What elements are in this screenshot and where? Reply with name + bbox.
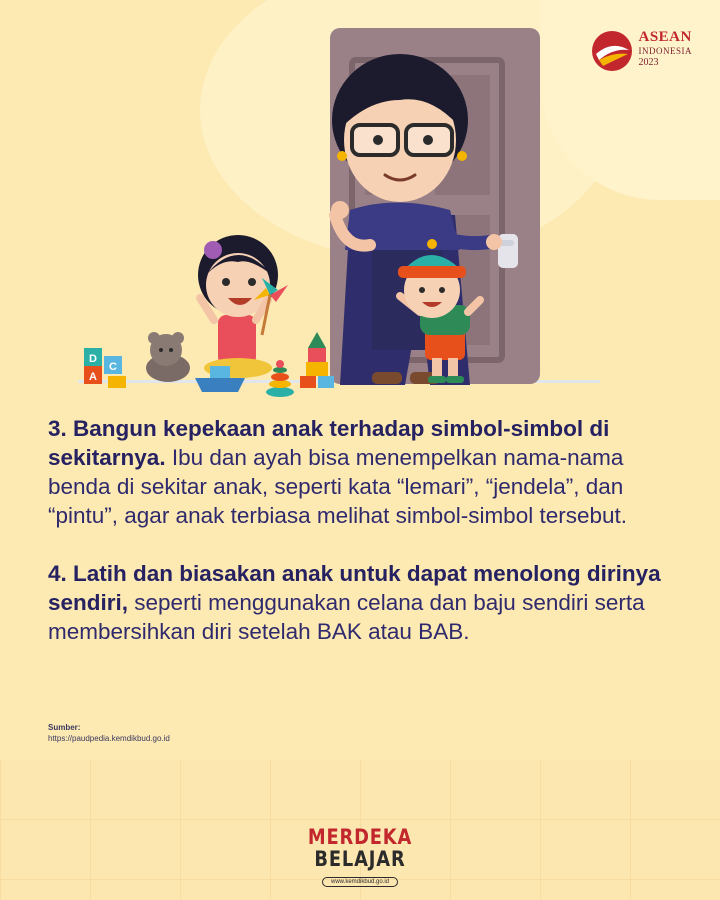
brand-url[interactable]: www.kemdikbud.go.id <box>322 877 398 887</box>
logo-subtitle: INDONESIA <box>638 46 692 56</box>
block-letter: C <box>109 361 117 373</box>
source-note <box>48 722 170 744</box>
source-link[interactable]: https://paudpedia.kemdikbud.go.id <box>48 734 170 743</box>
brand-line-1: MERDEKA <box>307 825 413 849</box>
asean-emblem-icon <box>591 30 633 72</box>
tip-body: seperti menggunakan celana dan baju sendiri serta membersihkan diri setelah BAK atau BAB. <box>48 590 645 644</box>
source-label: Sumber: <box>48 723 81 732</box>
logo-title: ASEAN <box>638 29 692 45</box>
tip-item <box>48 414 688 530</box>
logo-year: 2023 <box>638 57 659 68</box>
tips-content <box>48 414 688 675</box>
block-letter: A <box>89 371 97 383</box>
brand-line-2: BELAJAR <box>314 847 406 871</box>
girl-figure <box>198 235 288 378</box>
tip-body: Ibu dan ayah bisa menempelkan nama-nama benda di sekitar anak, seperti kata “lemari”, “jendela”, dan “pintu”, agar anak terbiasa melihat simbol-simbol tersebut. <box>48 445 628 528</box>
block-tower <box>300 332 334 388</box>
block-letter: D <box>89 353 97 365</box>
asean-indonesia-logo <box>591 30 693 72</box>
tip-item <box>48 559 688 646</box>
merdeka-belajar-logo <box>0 826 720 888</box>
tip-heading: 4. Latih dan biasakan anak untuk dapat menolong dirinya sendiri, <box>48 561 661 615</box>
tip-heading: 3. Bangun kepekaan anak terhadap simbol-simbol di sekitarnya. <box>48 416 610 470</box>
teddy-bear <box>146 332 190 382</box>
